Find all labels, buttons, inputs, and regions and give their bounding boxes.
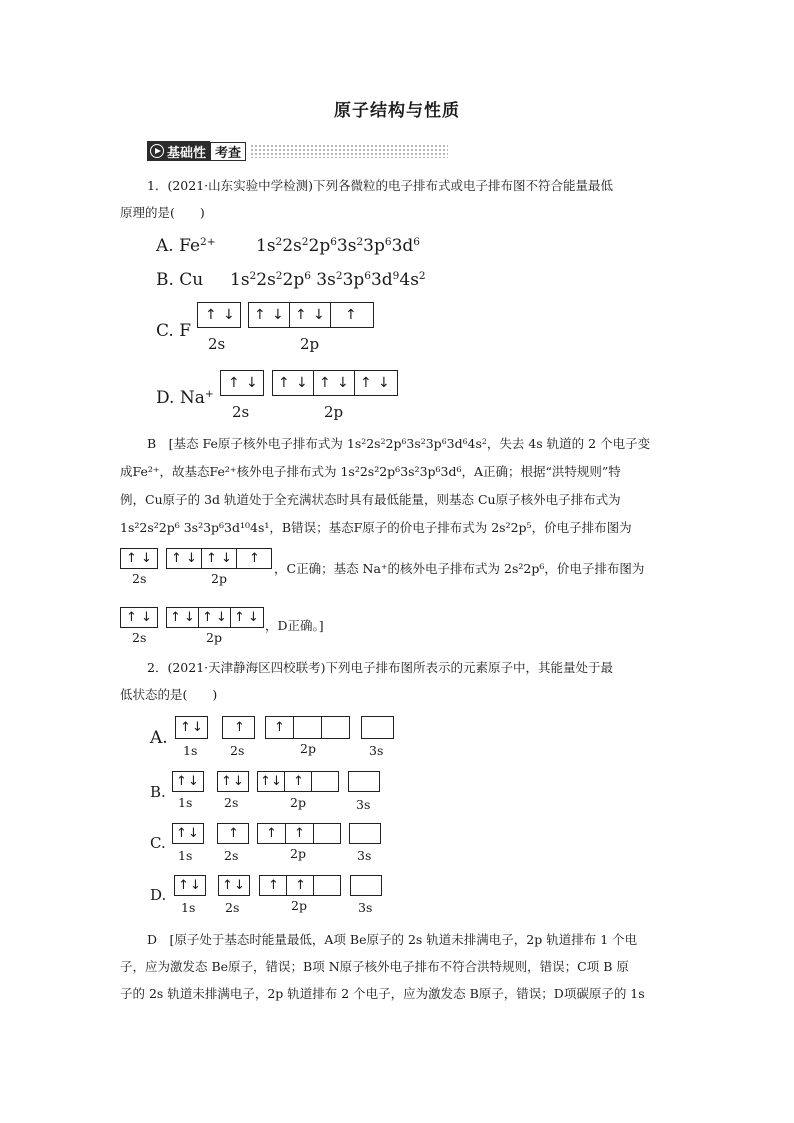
q2-d-2p-box: ↑ ↑: [259, 875, 341, 896]
q1-option-d: [156, 388, 214, 408]
q2-b-3s-box: [348, 771, 380, 792]
q1-answer-line2: 成Fe²⁺，故基态Fe²⁺核外电子排布式为 1s²2s²2p⁶3s²3p⁶3d⁶，A正确；根据“洪特规则”特: [120, 464, 621, 479]
q1-option-a-charge: 2+: [200, 236, 216, 249]
q1-c-2s-box: ↑ ↓: [197, 302, 241, 328]
q1-option-a: [156, 236, 216, 256]
q2-b-2s-label: 2s: [224, 795, 239, 810]
q1-answer-line3: 例，Cu原子的 3d 轨道处于全充满状态时具有最低能量，则基态 Cu原子核外电子排布式为: [120, 492, 621, 507]
q2-a-3s-label: 3s: [369, 743, 384, 758]
q2-b-2p-box: ↑ ↓ ↑: [257, 771, 339, 792]
q2-d-2s-box: ↑ ↓: [218, 875, 250, 896]
q2-c-3s-label: 3s: [357, 848, 372, 863]
q1-option-a-label: A. Fe: [156, 236, 201, 256]
q1-option-a-config: $1s^22s^22p^63s^23p^63d^6$: [256, 236, 420, 256]
q2-d-3s-label: 3s: [358, 900, 373, 915]
q1-answer-line5: ，C正确；基态 Na⁺的核外电子排布式为 2s²2p⁶，价电子排布图为: [274, 561, 645, 576]
q1-d-2s-label: 2s: [232, 403, 250, 421]
section-label-exam: 考查: [210, 142, 246, 161]
play-icon: [150, 144, 164, 158]
q2-b-2s-box: ↑ ↓: [217, 771, 249, 792]
q1-stem-line1: 1．(2021·山东实验中学检测)下列各微粒的电子排布式或电子排布图不符合能量最低: [147, 178, 613, 193]
q1-option-b-label: B. Cu: [156, 270, 204, 290]
q1-d-2p-box: ↑ ↓ ↑ ↓ ↑ ↓: [272, 370, 398, 396]
q2-d-3s-box: [350, 875, 382, 896]
q2-answer-line1: D [原子处于基态时能量最低，A项 Be原子的 2s 轨道未排满电子，2p 轨道排布 1 个电: [147, 932, 638, 947]
section-header-bar: [147, 141, 448, 161]
q1-c-2s-label: 2s: [208, 335, 226, 353]
q1-answer-line1: B [基态 Fe原子核外电子排布式为 $1s^22s^22p^63s^23p^63d^64s^2$，失去 4s 轨道的 2 个电子变: [147, 436, 651, 451]
ans-d-2p-box: ↑ ↓ ↑ ↓ ↑ ↓: [166, 607, 264, 628]
q2-d-1s-box: ↑ ↓: [174, 875, 206, 896]
q2-option-b-label: B.: [150, 783, 166, 801]
q2-d-2s-label: 2s: [225, 900, 240, 915]
q2-c-2p-label: 2p: [290, 846, 306, 861]
q2-a-2p-box: ↑: [265, 716, 350, 739]
ans-c-2p-label: 2p: [211, 571, 227, 586]
section-label-basic: [147, 141, 210, 161]
q2-answer-line2: 子，应为激发态 Be原子，错误；B项 N原子核外电子排布不符合洪特规则，错误；C项 B 原: [120, 959, 629, 974]
q1-option-d-label: D. Na: [156, 388, 205, 408]
ans-d-2p-label: 2p: [206, 630, 222, 645]
page-title: 原子结构与性质: [334, 101, 460, 121]
q2-b-1s-label: 1s: [178, 795, 193, 810]
q1-option-c-label: C. F: [156, 321, 192, 341]
ans-c-2s-box: ↑ ↓: [120, 548, 158, 569]
q1-option-b-config: $1s^22s^22p^6$ $3s^23p^63d^94s^2$: [230, 270, 426, 290]
q2-a-2p-label: 2p: [300, 741, 316, 756]
q2-a-3s-box: [361, 716, 394, 739]
q2-d-2p-label: 2p: [291, 898, 307, 913]
q2-option-c-label: C.: [150, 834, 166, 852]
q2-c-2s-label: 2s: [224, 848, 239, 863]
ans-c-2s-label: 2s: [132, 571, 147, 586]
q2-a-1s-label: 1s: [183, 743, 198, 758]
q2-d-1s-label: 1s: [181, 900, 196, 915]
q2-b-3s-label: 3s: [356, 797, 371, 812]
ans-d-2s-label: 2s: [132, 630, 147, 645]
q2-c-3s-box: [349, 823, 381, 844]
q1-option-d-charge: +: [204, 388, 214, 401]
q2-c-2p-box: ↑ ↑: [257, 823, 341, 844]
q2-stem-line2: 低状态的是( ): [120, 687, 218, 702]
q1-answer-line6: ，D正确。]: [265, 618, 324, 633]
ans-c-2p-box: ↑ ↓ ↑ ↓ ↑: [166, 548, 272, 569]
q1-d-2p-label: 2p: [324, 403, 344, 421]
q1-d-2s-box: ↑ ↓: [220, 370, 264, 396]
q1-answer-line4: 1s²2s²2p⁶ 3s²3p⁶3d¹⁰4s¹，B错误；基态F原子的价电子排布式为 2s²2p⁵，价电子排布图为: [120, 520, 632, 535]
q2-stem-line1: 2．(2021·天津静海区四校联考)下列电子排布图所表示的元素原子中，其能量处于最: [147, 660, 613, 675]
q1-c-2p-box: ↑ ↓ ↑ ↓ ↑: [248, 302, 374, 328]
q2-b-2p-label: 2p: [290, 795, 306, 810]
q2-a-1s-box: ↑ ↓: [175, 716, 208, 739]
q2-option-d-label: D.: [150, 886, 167, 904]
section-dark-text: 基础性: [167, 145, 207, 161]
q1-stem-line2: 原理的是( ): [120, 205, 205, 220]
dotted-divider: [250, 144, 448, 158]
q2-option-a-label: A.: [150, 728, 168, 748]
q2-b-1s-box: ↑ ↓: [172, 771, 204, 792]
q2-c-2s-box: ↑: [217, 823, 249, 844]
q2-c-1s-box: ↑ ↓: [172, 823, 204, 844]
q2-a-2s-label: 2s: [230, 743, 245, 758]
q2-c-1s-label: 1s: [178, 848, 193, 863]
ans-d-2s-box: ↑ ↓: [120, 607, 158, 628]
q1-c-2p-label: 2p: [300, 335, 320, 353]
q2-answer-line3: 子的 2s 轨道未排满电子，2p 轨道排布 2 个电子，应为激发态 B原子，错误；D项碳原子的 1s: [120, 986, 645, 1001]
q2-a-2s-box: ↑: [222, 716, 255, 739]
